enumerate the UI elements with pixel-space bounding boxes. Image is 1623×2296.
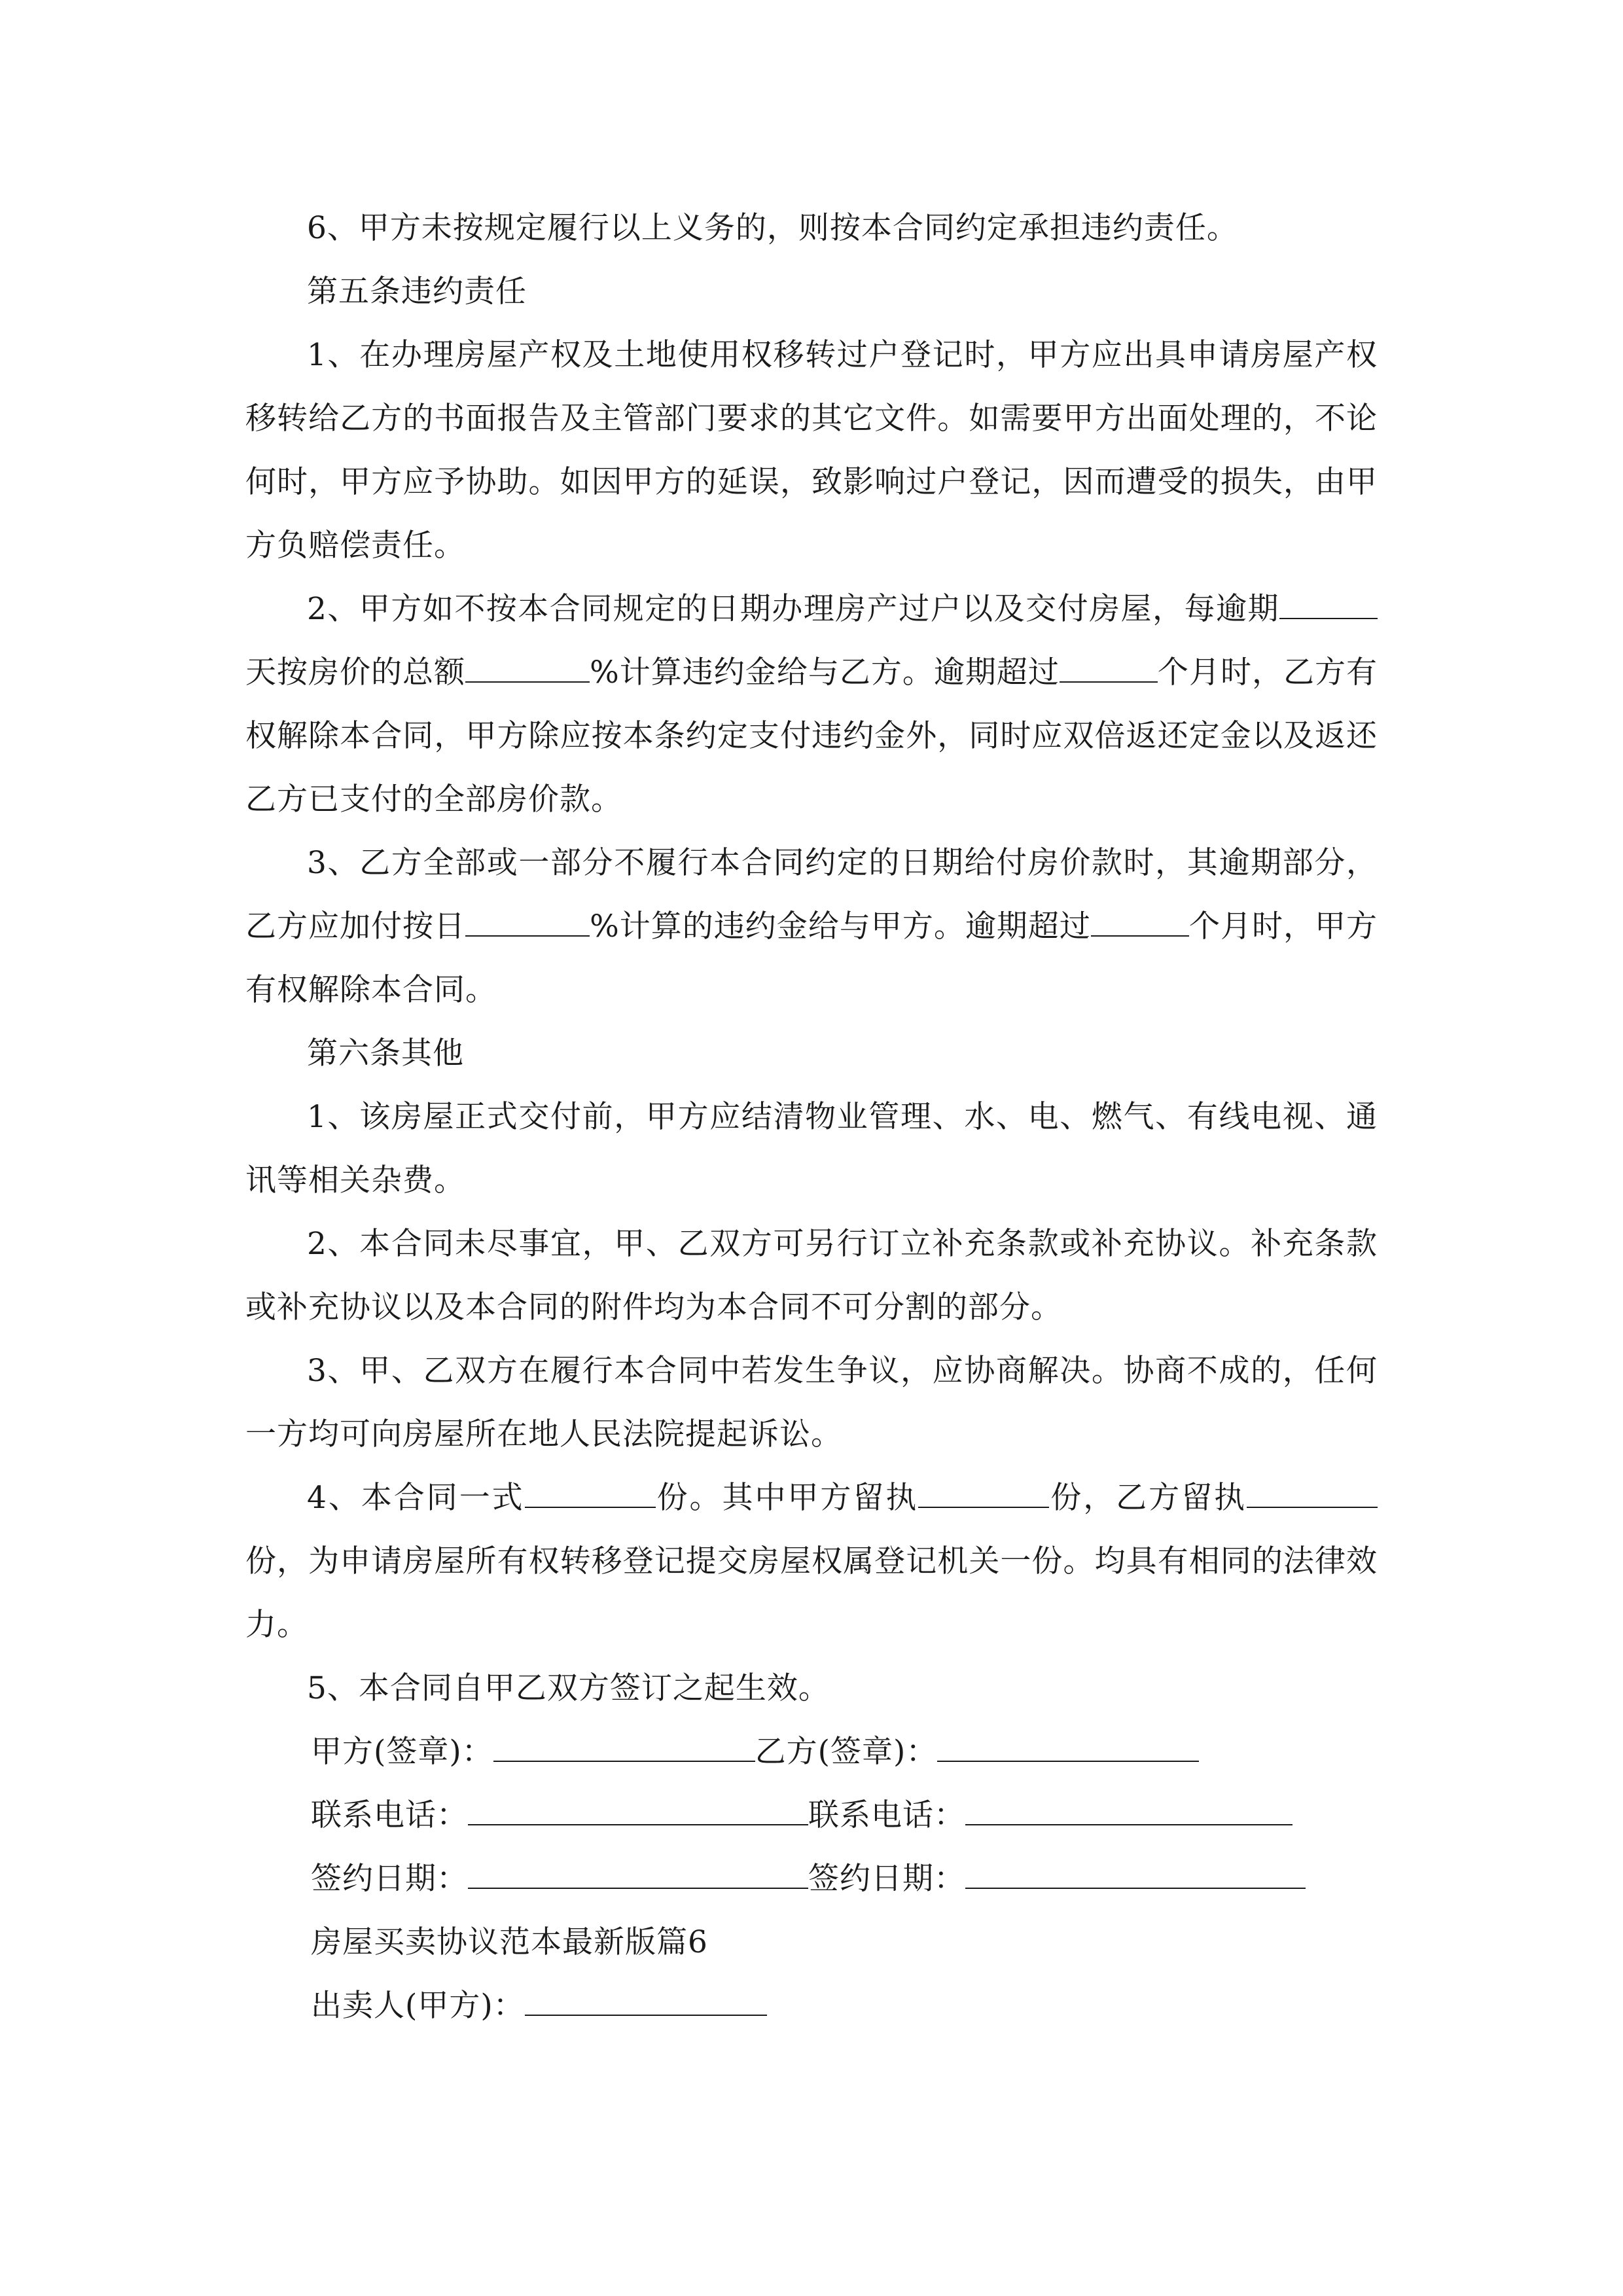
text-segment: 3、乙方全部或一部分不履行本合同约定的日期给付房价款时，其逾期部分，乙方应加付按日 xyxy=(245,845,1378,944)
party-b-date-blank[interactable] xyxy=(965,1861,1306,1889)
article-6-item-1: 1、该房屋正式交付前，甲方应结清物业管理、水、电、燃气、有线电视、通讯等相关杂费。 xyxy=(245,1099,1378,1198)
text-segment: 份，乙方留执 xyxy=(1049,1480,1247,1516)
blank-overdue-months[interactable] xyxy=(1060,655,1158,683)
blank-overdue-days[interactable] xyxy=(1279,592,1378,619)
clause-4-item-6: 6、甲方未按规定履行以上义务的，则按本合同约定承担违约责任。 xyxy=(307,210,1238,246)
text-segment: 2、甲方如不按本合同规定的日期办理房产过户以及交付房屋，每逾期 xyxy=(307,591,1279,627)
text-segment: 4、本合同一式 xyxy=(307,1480,525,1516)
article-6-item-3: 3、甲、乙双方在履行本合同中若发生争议，应协商解决。协商不成的，任何一方均可向房屋所在地人民法院提起诉讼。 xyxy=(245,1353,1378,1452)
article-6-item-4 xyxy=(245,1466,1378,1657)
phone-row xyxy=(245,1784,1378,1847)
blank-copies-party-b[interactable] xyxy=(1247,1480,1378,1508)
date-row xyxy=(245,1847,1378,1910)
seller-label: 出卖人(甲方)： xyxy=(311,1988,525,2024)
text-segment: 个月时，乙方有权解除本合同，甲方除应按本条约定支付违约金外，同时应双倍返还定金以及返还乙方已支付的全部房价款。 xyxy=(245,655,1378,817)
party-a-phone-blank[interactable] xyxy=(468,1798,808,1825)
blank-penalty-percent[interactable] xyxy=(465,655,590,683)
seller-blank[interactable] xyxy=(525,1988,767,2016)
document-body xyxy=(245,196,1378,2037)
party-a-seal-label: 甲方(签章)： xyxy=(311,1734,493,1770)
article-5-heading: 第五条违约责任 xyxy=(307,274,527,310)
party-a-date-blank[interactable] xyxy=(468,1861,808,1889)
blank-daily-percent[interactable] xyxy=(465,909,590,937)
text-segment: %计算的违约金给与甲方。逾期超过 xyxy=(590,908,1091,944)
party-a-date-label: 签约日期： xyxy=(311,1861,468,1897)
party-b-phone-label: 联系电话： xyxy=(808,1797,965,1833)
party-b-seal-label: 乙方(签章)： xyxy=(755,1734,938,1770)
text-segment: 个月时，甲方有权解除本合同。 xyxy=(245,908,1378,1008)
blank-overdue-months-b[interactable] xyxy=(1091,909,1189,937)
text-segment: 份。其中甲方留执 xyxy=(655,1480,919,1516)
party-b-date-label: 签约日期： xyxy=(808,1861,965,1897)
article-6-item-5: 5、本合同自甲乙双方签订之起生效。 xyxy=(307,1670,830,1706)
party-a-seal-blank[interactable] xyxy=(493,1734,755,1762)
article-5-item-3 xyxy=(245,831,1378,1022)
signature-row xyxy=(245,1720,1378,1784)
article-6-item-2: 2、本合同未尽事宜，甲、乙双方可另行订立补充条款或补充协议。补充条款或补充协议以及本合同的附件均为本合同不可分割的部分。 xyxy=(245,1226,1378,1325)
party-b-phone-blank[interactable] xyxy=(965,1798,1293,1825)
text-segment: %计算违约金给与乙方。逾期超过 xyxy=(590,655,1060,691)
article-5-item-1: 1、在办理房屋产权及土地使用权移转过户登记时，甲方应出具申请房屋产权移转给乙方的书面报告及主管部门要求的其它文件。如需要甲方出面处理的，不论何时，甲方应予协助。如因甲方的延误，致影响过户登记，因而遭受的损失，由甲方负赔偿责任。 xyxy=(245,337,1378,564)
seller-row xyxy=(245,1974,1378,2037)
article-5-item-2 xyxy=(245,577,1378,831)
text-segment: 天按房价的总额 xyxy=(245,655,466,691)
text-segment: 份，为申请房屋所有权转移登记提交房屋权属登记机关一份。均具有相同的法律效力。 xyxy=(245,1543,1378,1643)
article-6-heading: 第六条其他 xyxy=(307,1035,464,1071)
blank-copies-party-a[interactable] xyxy=(918,1480,1049,1508)
section-title: 房屋买卖协议范本最新版篇6 xyxy=(311,1924,708,1960)
party-a-phone-label: 联系电话： xyxy=(311,1797,468,1833)
blank-copies-total[interactable] xyxy=(525,1480,656,1508)
party-b-seal-blank[interactable] xyxy=(937,1734,1199,1762)
